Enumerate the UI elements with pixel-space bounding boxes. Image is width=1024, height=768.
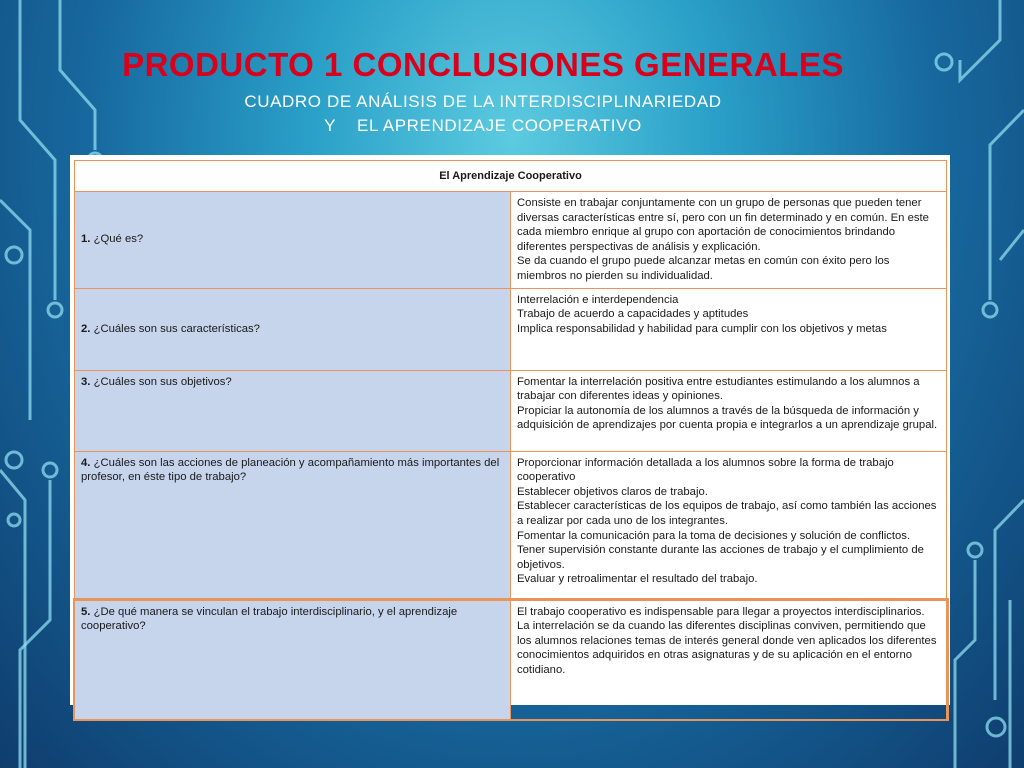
answer-line: Establecer características de los equipos de trabajo, así como también las acciones a realizar por cada uno de los integrantes. bbox=[517, 500, 937, 527]
answer-line: La interrelación se da cuando las diferentes disciplinas conviven, permitiendo que los alumnos relaciones temas de interés general donde ven aplicados los diferentes conocimientos adquiridos en otras asignaturas y de su aplicación en el entorno cotidiano. bbox=[517, 620, 937, 676]
table-row bbox=[75, 370, 947, 451]
question-number: 3. bbox=[81, 375, 91, 388]
answer-line: Implica responsabilidad y habilidad para cumplir con los objetivos y metas bbox=[517, 322, 887, 335]
circuit-node bbox=[983, 303, 997, 317]
answer-line: Establecer objetivos claros de trabajo. bbox=[517, 485, 708, 498]
question-cell bbox=[75, 192, 511, 289]
circuit-trace bbox=[955, 560, 975, 768]
answer-line: Propiciar la autonomía de los alumnos a través de la búsqueda de información y adquisición de aprendizajes por cuenta propia e integrarlos a un aprendizaje grupal. bbox=[517, 404, 938, 432]
question-number: 1. bbox=[81, 233, 91, 246]
circuit-node bbox=[6, 247, 22, 263]
question-number: 5. bbox=[81, 605, 91, 618]
circuit-node bbox=[8, 514, 20, 526]
slide-subtitle-line2: Y EL APRENDIZAJE COOPERATIVO bbox=[324, 116, 642, 135]
circuit-trace bbox=[960, 0, 1000, 80]
document-table-image bbox=[70, 155, 950, 705]
table-row bbox=[75, 192, 947, 289]
answer-line: Consiste en trabajar conjuntamente con un grupo de personas que pueden tener diversas características entre sí, pero con un fin determinado y en común. En este cada miembro enrique al grupo con aportación de conocimientos brindando diferentes perspectivas de análisis y explicación. bbox=[517, 197, 929, 253]
question-cell bbox=[75, 370, 511, 451]
question-cell bbox=[75, 288, 511, 370]
answer-line: Fomentar la comunicación para la toma de decisiones y solución de conflictos. bbox=[517, 529, 911, 542]
circuit-node bbox=[43, 463, 57, 477]
question-number: 4. bbox=[81, 456, 91, 469]
question-text: ¿Qué es? bbox=[93, 233, 144, 246]
answer-cell bbox=[511, 600, 947, 719]
answer-cell bbox=[511, 288, 947, 370]
question-number: 2. bbox=[81, 322, 91, 335]
circuit-node bbox=[6, 452, 22, 468]
cooperative-learning-table bbox=[74, 160, 947, 720]
question-text: ¿Cuáles son sus características? bbox=[93, 322, 260, 335]
table-row bbox=[75, 451, 947, 600]
question-text: ¿Cuáles son sus objetivos? bbox=[93, 375, 232, 388]
circuit-trace bbox=[20, 0, 55, 300]
slide-title: PRODUCTO 1 CONCLUSIONES GENERALES bbox=[122, 46, 844, 83]
answer-line: El trabajo cooperativo es indispensable para llegar a proyectos interdisciplinarios. bbox=[517, 605, 925, 618]
answer-line: Interrelación e interdependencia bbox=[517, 293, 679, 306]
circuit-trace bbox=[1000, 230, 1024, 260]
slide-subtitle-line1: CUADRO DE ANÁLISIS DE LA INTERDISCIPLINARIEDAD bbox=[244, 92, 722, 111]
answer-line: Se da cuando el grupo puede alcanzar metas en común con éxito pero los miembros no pierden su individualidad. bbox=[517, 255, 890, 282]
table-row bbox=[75, 288, 947, 370]
table-header: El Aprendizaje Cooperativo bbox=[75, 161, 947, 192]
answer-line: Tener supervisión constante durante las acciones de trabajo y el cumplimiento de objetivos. bbox=[517, 544, 924, 571]
answer-line: Proporcionar información detallada a los alumnos sobre la forma de trabajo cooperativo bbox=[517, 456, 894, 484]
answer-line: Trabajo de acuerdo a capacidades y aptitudes bbox=[517, 308, 749, 321]
answer-cell bbox=[511, 370, 947, 451]
answer-cell bbox=[511, 192, 947, 289]
circuit-trace bbox=[0, 200, 30, 420]
question-text: ¿De qué manera se vinculan el trabajo interdisciplinario, y el aprendizaje cooperativo? bbox=[81, 605, 458, 633]
question-text: ¿Cuáles son las acciones de planeación y acompañamiento más importantes del profesor, en éste tipo de trabajo? bbox=[81, 456, 500, 484]
table-row bbox=[75, 600, 947, 719]
answer-line: Evaluar y retroalimentar el resultado del trabajo. bbox=[517, 573, 758, 586]
circuit-trace bbox=[990, 110, 1024, 300]
question-cell bbox=[75, 451, 511, 600]
answer-line: Fomentar la interrelación positiva entre estudiantes estimulando a los alumnos a trabajar con diferentes ideas y opiniones. bbox=[517, 375, 920, 403]
circuit-node bbox=[968, 543, 982, 557]
circuit-node bbox=[987, 718, 1005, 736]
circuit-node bbox=[48, 303, 62, 317]
answer-cell bbox=[511, 451, 947, 600]
question-cell bbox=[75, 600, 511, 719]
